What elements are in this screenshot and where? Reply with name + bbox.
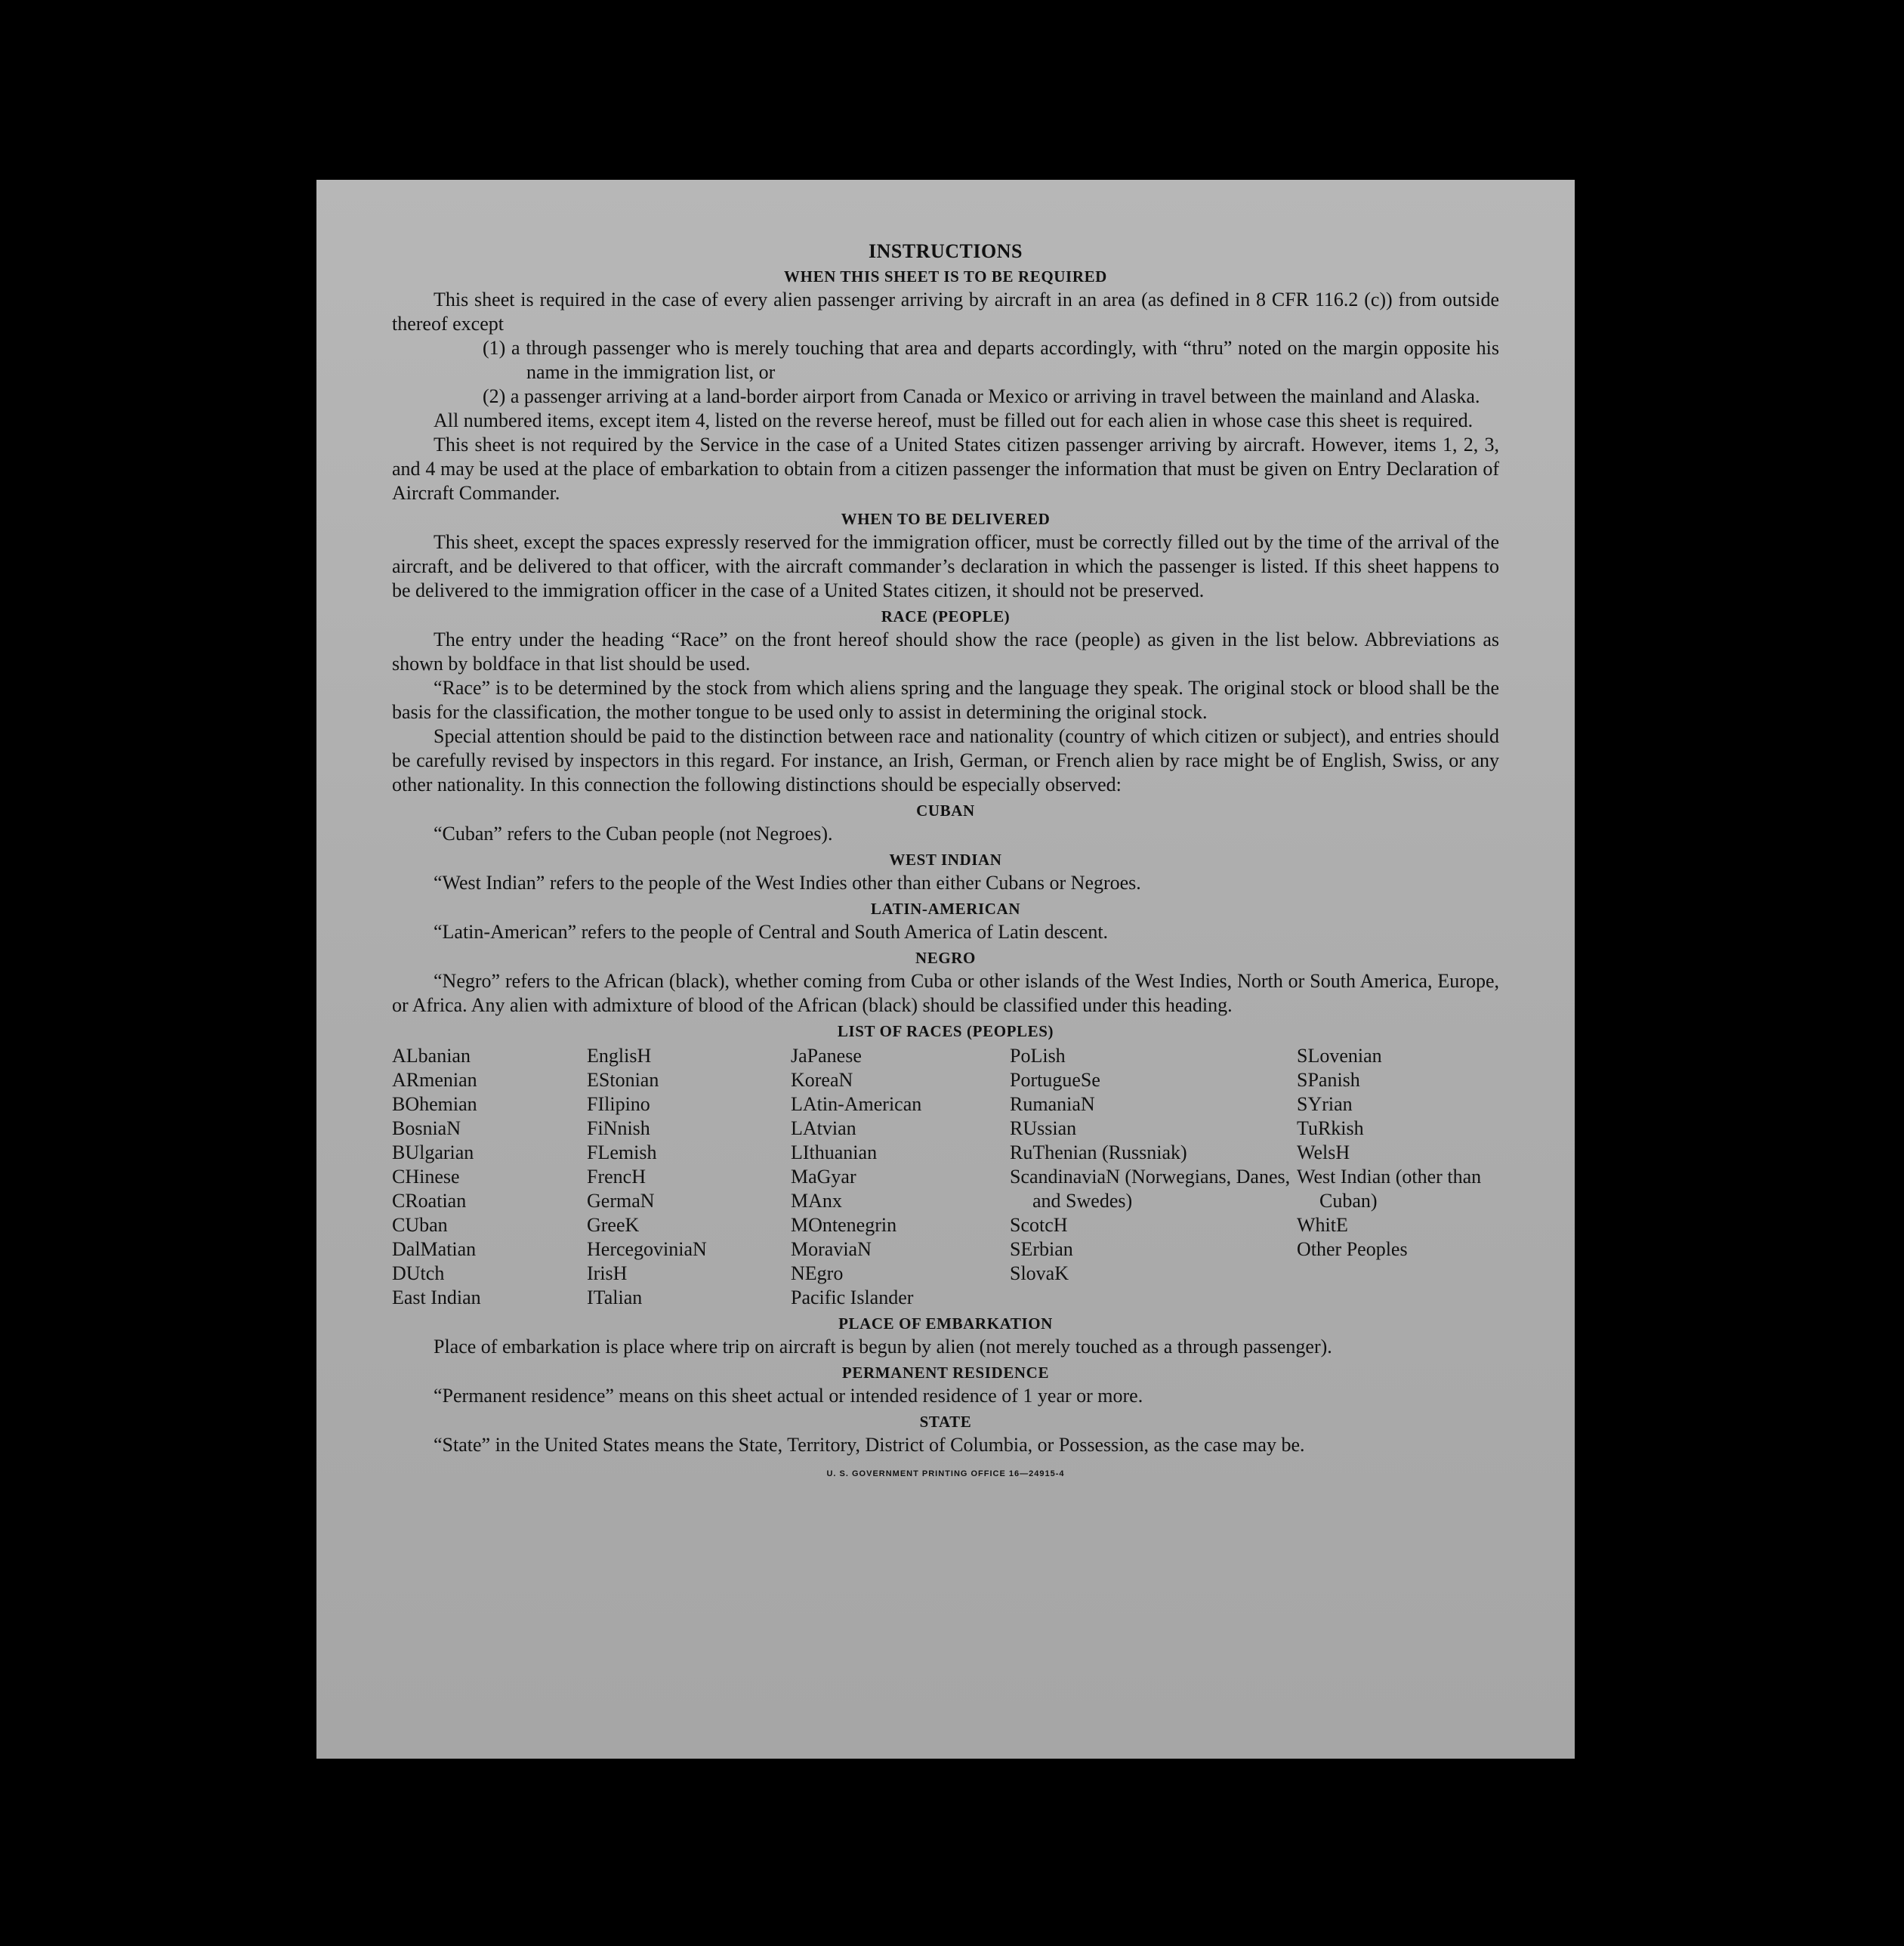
paragraph: Place of embarkation is place where trip on aircraft is begun by alien (not merely touched as a through passenger). xyxy=(434,1336,1332,1358)
list-item: (1) a through passenger who is merely touching that area and departs accordingly, with “thru” noted on the margin opposite his name in the immigration list, or xyxy=(483,337,1499,383)
printer-footer: U. S. GOVERNMENT PRINTING OFFICE 16—24915-4 xyxy=(826,1469,1065,1478)
race-entry: BosniaN xyxy=(392,1117,461,1139)
race-entry: WelsH xyxy=(1297,1141,1350,1163)
race-entry: JaPanese xyxy=(791,1045,862,1067)
race-entry: ScandinaviaN (Norwegians, Danes, and Swedes) xyxy=(1010,1166,1291,1212)
race-entry: LIthuanian xyxy=(791,1141,878,1163)
race-entry: MOntenegrin xyxy=(791,1214,897,1236)
race-entry: SPanish xyxy=(1297,1069,1360,1091)
race-entry: MAnx xyxy=(791,1190,842,1212)
race-entry: FrencH xyxy=(587,1166,646,1188)
race-entry: NEgro xyxy=(791,1262,844,1284)
race-entry: GreeK xyxy=(587,1214,640,1236)
race-entry: MoraviaN xyxy=(791,1238,872,1260)
race-entry: DalMatian xyxy=(392,1238,477,1260)
race-entry: ALbanian xyxy=(392,1045,471,1067)
paragraph: This sheet is required in the case of every alien passenger arriving by aircraft in an area (as defined in 8 CFR 116.2 (c)) from outside thereof except xyxy=(392,289,1499,335)
heading-embarkation: PLACE OF EMBARKATION xyxy=(838,1314,1053,1333)
race-entry: LAtvian xyxy=(791,1117,856,1139)
race-entry: RuThenian (Russniak) xyxy=(1010,1141,1187,1163)
races-column xyxy=(1010,1044,1297,1310)
race-entry: SYrian xyxy=(1297,1093,1353,1115)
race-entry: MaGyar xyxy=(791,1166,856,1188)
races-column xyxy=(392,1044,587,1310)
list-item: (2) a passenger arriving at a land-border airport from Canada or Mexico or arriving in travel between the mainland and Alaska. xyxy=(483,385,1480,407)
heading-delivered: WHEN TO BE DELIVERED xyxy=(841,510,1051,528)
paragraph: Special attention should be paid to the distinction between race and nationality (country of which citizen or subject), and entries should be carefully revised by inspectors in this regard. For instance, an Irish, German, or French alien by race might be of English, Swiss, or any other nationality. In this connection the following distinctions should be especially observed: xyxy=(392,725,1499,795)
race-entry: TuRkish xyxy=(1297,1117,1364,1139)
race-entry: PortugueSe xyxy=(1010,1069,1100,1091)
race-entry: West Indian (other than Cuban) xyxy=(1297,1166,1482,1212)
race-entry: FIlipino xyxy=(587,1093,650,1115)
heading-race: RACE (PEOPLE) xyxy=(881,607,1011,626)
heading-latin-american: LATIN-AMERICAN xyxy=(870,900,1021,918)
race-entry: SlovaK xyxy=(1010,1262,1069,1284)
race-entry: PoLish xyxy=(1010,1045,1066,1067)
races-column xyxy=(791,1044,1010,1310)
paragraph: “State” in the United States means the State, Territory, District of Columbia, or Possession, as the case may be. xyxy=(434,1434,1305,1456)
race-entry: CUban xyxy=(392,1214,448,1236)
paragraph: This sheet, except the spaces expressly reserved for the immigration officer, must be correctly filled out by the time of the arrival of the aircraft, and be delivered to that officer, with the aircraft commander’s declaration in which the passenger is listed. If this sheet happens to be delivered to the immigration officer in the case of a United States citizen, it should not be preserved. xyxy=(392,531,1499,601)
race-entry: CRoatian xyxy=(392,1190,467,1212)
race-entry: SLovenian xyxy=(1297,1045,1382,1067)
race-entry: RUssian xyxy=(1010,1117,1077,1139)
races-list xyxy=(392,1044,1499,1310)
heading-cuban: CUBAN xyxy=(916,802,975,820)
paragraph: “Latin-American” refers to the people of Central and South America of Latin descent. xyxy=(434,921,1109,943)
race-entry: BOhemian xyxy=(392,1093,477,1115)
race-entry: FLemish xyxy=(587,1141,657,1163)
races-column xyxy=(587,1044,791,1310)
heading-negro: NEGRO xyxy=(915,949,976,967)
paragraph: “Race” is to be determined by the stock from which aliens spring and the language they speak. The original stock or blood shall be the basis for the classification, the mother tongue to be used only to assist in determining the original stock. xyxy=(392,677,1499,723)
race-entry: WhitE xyxy=(1297,1214,1348,1236)
race-entry: CHinese xyxy=(392,1166,460,1188)
race-entry: DUtch xyxy=(392,1262,445,1284)
race-entry: EStonian xyxy=(587,1069,659,1091)
race-entry: East Indian xyxy=(392,1287,481,1308)
race-entry: Pacific Islander xyxy=(791,1287,914,1308)
heading-required: WHEN THIS SHEET IS TO BE REQUIRED xyxy=(784,267,1107,286)
race-entry: ScotcH xyxy=(1010,1214,1068,1236)
race-entry: ITalian xyxy=(587,1287,643,1308)
heading-west-indian: WEST INDIAN xyxy=(889,851,1002,869)
race-entry: RumaniaN xyxy=(1010,1093,1095,1115)
race-entry: HercegoviniaN xyxy=(587,1238,707,1260)
race-entry: IrisH xyxy=(587,1262,628,1284)
document-sheet xyxy=(316,180,1575,1759)
paragraph: This sheet is not required by the Service in the case of a United States citizen passenger arriving by aircraft. However, items 1, 2, 3, and 4 may be used at the place of embarkation to obtain from a citizen passenger the information that must be given on Entry Declaration of Aircraft Commander. xyxy=(392,434,1499,504)
race-entry: EnglisH xyxy=(587,1045,652,1067)
race-entry: ARmenian xyxy=(392,1069,477,1091)
race-entry: LAtin-American xyxy=(791,1093,922,1115)
race-entry: KoreaN xyxy=(791,1069,853,1091)
page-title: INSTRUCTIONS xyxy=(869,240,1023,262)
paragraph: All numbered items, except item 4, listed on the reverse hereof, must be filled out for each alien in whose case this sheet is required. xyxy=(434,409,1474,431)
paragraph: “Permanent residence” means on this sheet actual or intended residence of 1 year or more. xyxy=(434,1385,1143,1407)
paragraph: “West Indian” refers to the people of the West Indies other than either Cubans or Negroes. xyxy=(434,872,1141,894)
paragraph: “Cuban” refers to the Cuban people (not Negroes). xyxy=(434,823,833,845)
race-entry: Other Peoples xyxy=(1297,1238,1408,1260)
races-column xyxy=(1297,1044,1516,1310)
paragraph: The entry under the heading “Race” on the front hereof should show the race (people) as given in the list below. Abbreviations as shown by boldface in that list should be used. xyxy=(392,629,1499,675)
race-entry: GermaN xyxy=(587,1190,655,1212)
paragraph: “Negro” refers to the African (black), whether coming from Cuba or other islands of the West Indies, North or South America, Europe, or Africa. Any alien with admixture of blood of the African (black) should be classified under this heading. xyxy=(392,970,1499,1016)
heading-list-of-races: LIST OF RACES (PEOPLES) xyxy=(837,1022,1054,1040)
heading-residence: PERMANENT RESIDENCE xyxy=(841,1364,1050,1382)
heading-state: STATE xyxy=(919,1413,972,1431)
race-entry: BUlgarian xyxy=(392,1141,474,1163)
race-entry: FiNnish xyxy=(587,1117,650,1139)
race-entry: SErbian xyxy=(1010,1238,1073,1260)
